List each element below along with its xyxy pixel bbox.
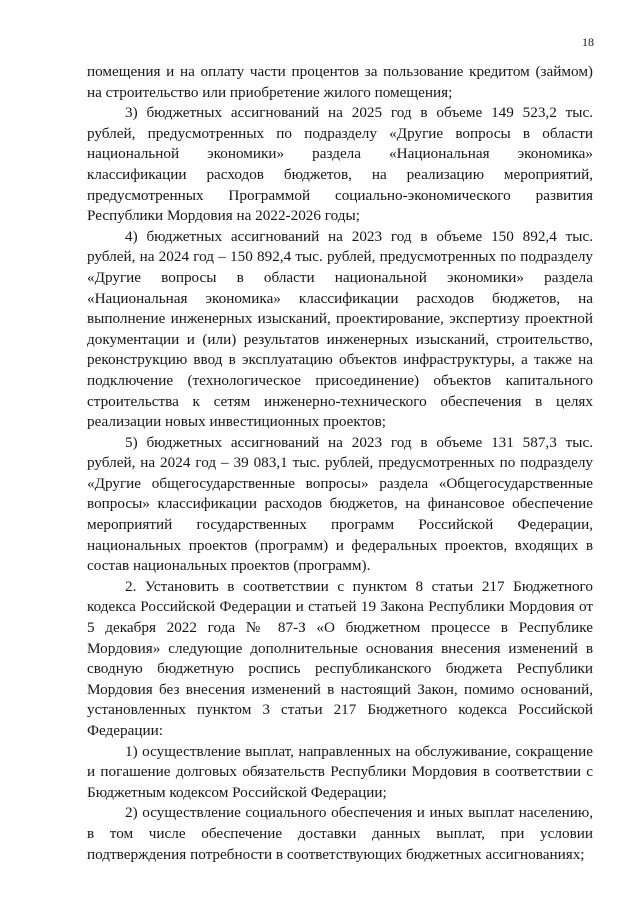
paragraph-continuation: помещения и на оплату части процентов за пользование кредитом (займом) на строительство или приобретение жилого помещения; (87, 63, 593, 101)
paragraph-item-5: 5) бюджетных ассигнований на 2023 год в объеме 131 587,3 тыс. рублей, на 2024 год – 39 083,1 тыс. рублей, предусмотренных по подразделу «Другие общегосударственные вопросы» раздела «Общегосударственные вопросы» классификации расходов бюджетов, на финансовое обеспечение мероприятий государственных программ Российской Федерации, национальных проектов (программ) и федеральных проектов, входящих в состав национальных проектов (программ). (87, 433, 593, 575)
paragraph-subitem-2: 2) осуществление социального обеспечения и иных выплат населению, в том числе обеспечение доставки данных выплат, при условии подтверждения потребности в соответствующих бюджетных ассигнованиях; (87, 804, 593, 863)
paragraph-clause-2: 2. Установить в соответствии с пунктом 8 статьи 217 Бюджетного кодекса Российской Федерации и статьей 19 Закона Республики Мордовия от 5 декабря 2022 года № 87-З «О бюджетном процессе в Республике Мордовия» следующие дополнительные основания внесения изменений в сводную бюджетную роспись республиканского бюджета Республики Мордовия без внесения изменений в настоящий Закон, помимо оснований, установленных пунктом 3 статьи 217 Бюджетного кодекса Российской Федерации: (87, 577, 593, 739)
page-number: 18 (582, 35, 594, 49)
paragraph-subitem-1: 1) осуществление выплат, направленных на обслуживание, сокращение и погашение долговых обязательств Республики Мордовия в соответствии с Бюджетным кодексом Российской Федерации; (87, 742, 593, 801)
paragraph-item-4: 4) бюджетных ассигнований на 2023 год в объеме 150 892,4 тыс. рублей, на 2024 год – 150 892,4 тыс. рублей, предусмотренных по подразделу «Другие вопросы в области национальной экономики» раздела «Национальная экономика» классификации расходов бюджетов, на выполнение инженерных изысканий, проектирование, экспертизу проектной документации и (или) результатов инженерных изысканий, строительство, реконструкцию ввод в эксплуатацию объектов инфраструктуры, а также на подключение (технологическое присоединение) объектов капитального строительства к сетям инженерно-технического обеспечения в целях реализации новых инвестиционных проектов; (87, 227, 593, 431)
paragraph-item-3: 3) бюджетных ассигнований на 2025 год в объеме 149 523,2 тыс. рублей, предусмотренных по подразделу «Другие вопросы в области национальной экономики» раздела «Национальная экономика» классификации расходов бюджетов, на реализацию мероприятий, предусмотренных Программой социально-экономического развития Республики Мордовия на 2022-2026 годы; (87, 104, 593, 225)
document-body (87, 62, 593, 865)
